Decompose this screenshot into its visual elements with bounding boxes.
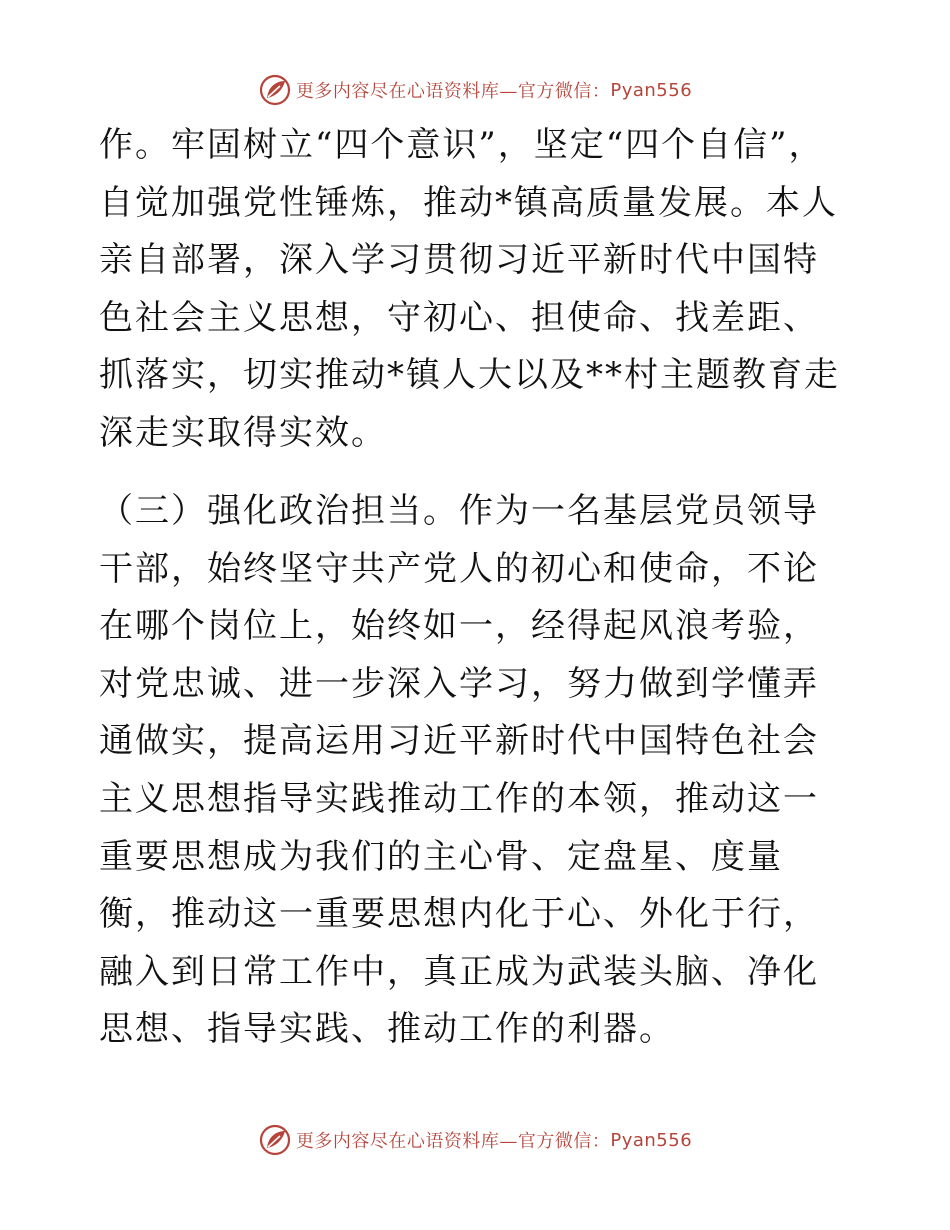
watermark-contact: Pyan556 [610,79,693,101]
watermark-text: 更多内容尽在心语资料库—官方微信： [295,1131,611,1152]
body-paragraph-1: 作。牢固树立“四个意识”，坚定“四个自信”，自觉加强党性锤炼，推动*镇高质量发展。本人亲自部署，深入学习贯彻习近平新时代中国特色社会主义思想，守初心、担使命、找差距、抓落实，切实推动*镇人大以及**村主题教育走深走实取得实效。 [99,125,840,453]
watermark-footer [0,1120,950,1160]
leaf-logo-icon [258,73,292,107]
body-paragraph-2: （三）强化政治担当。作为一名基层党员领导干部，始终坚守共产党人的初心和使命，不论在哪个岗位上，始终如一，经得起风浪考验，对党忠诚、进一步深入学习，努力做到学懂弄通做实，提高运用习近平新时代中国特色社会主义思想指导实践推动工作的本领，推动这一重要思想成为我们的主心骨、定盘星、度量衡，推动这一重要思想内化于心、外化于行，融入到日常工作中，真正成为武装头脑、净化思想、指导实践、推动工作的利器。 [99,491,819,1050]
leaf-logo-icon [258,1123,292,1157]
watermark-contact: Pyan556 [610,1129,693,1151]
watermark-text: 更多内容尽在心语资料库—官方微信： [295,81,611,102]
watermark-header [0,70,950,110]
